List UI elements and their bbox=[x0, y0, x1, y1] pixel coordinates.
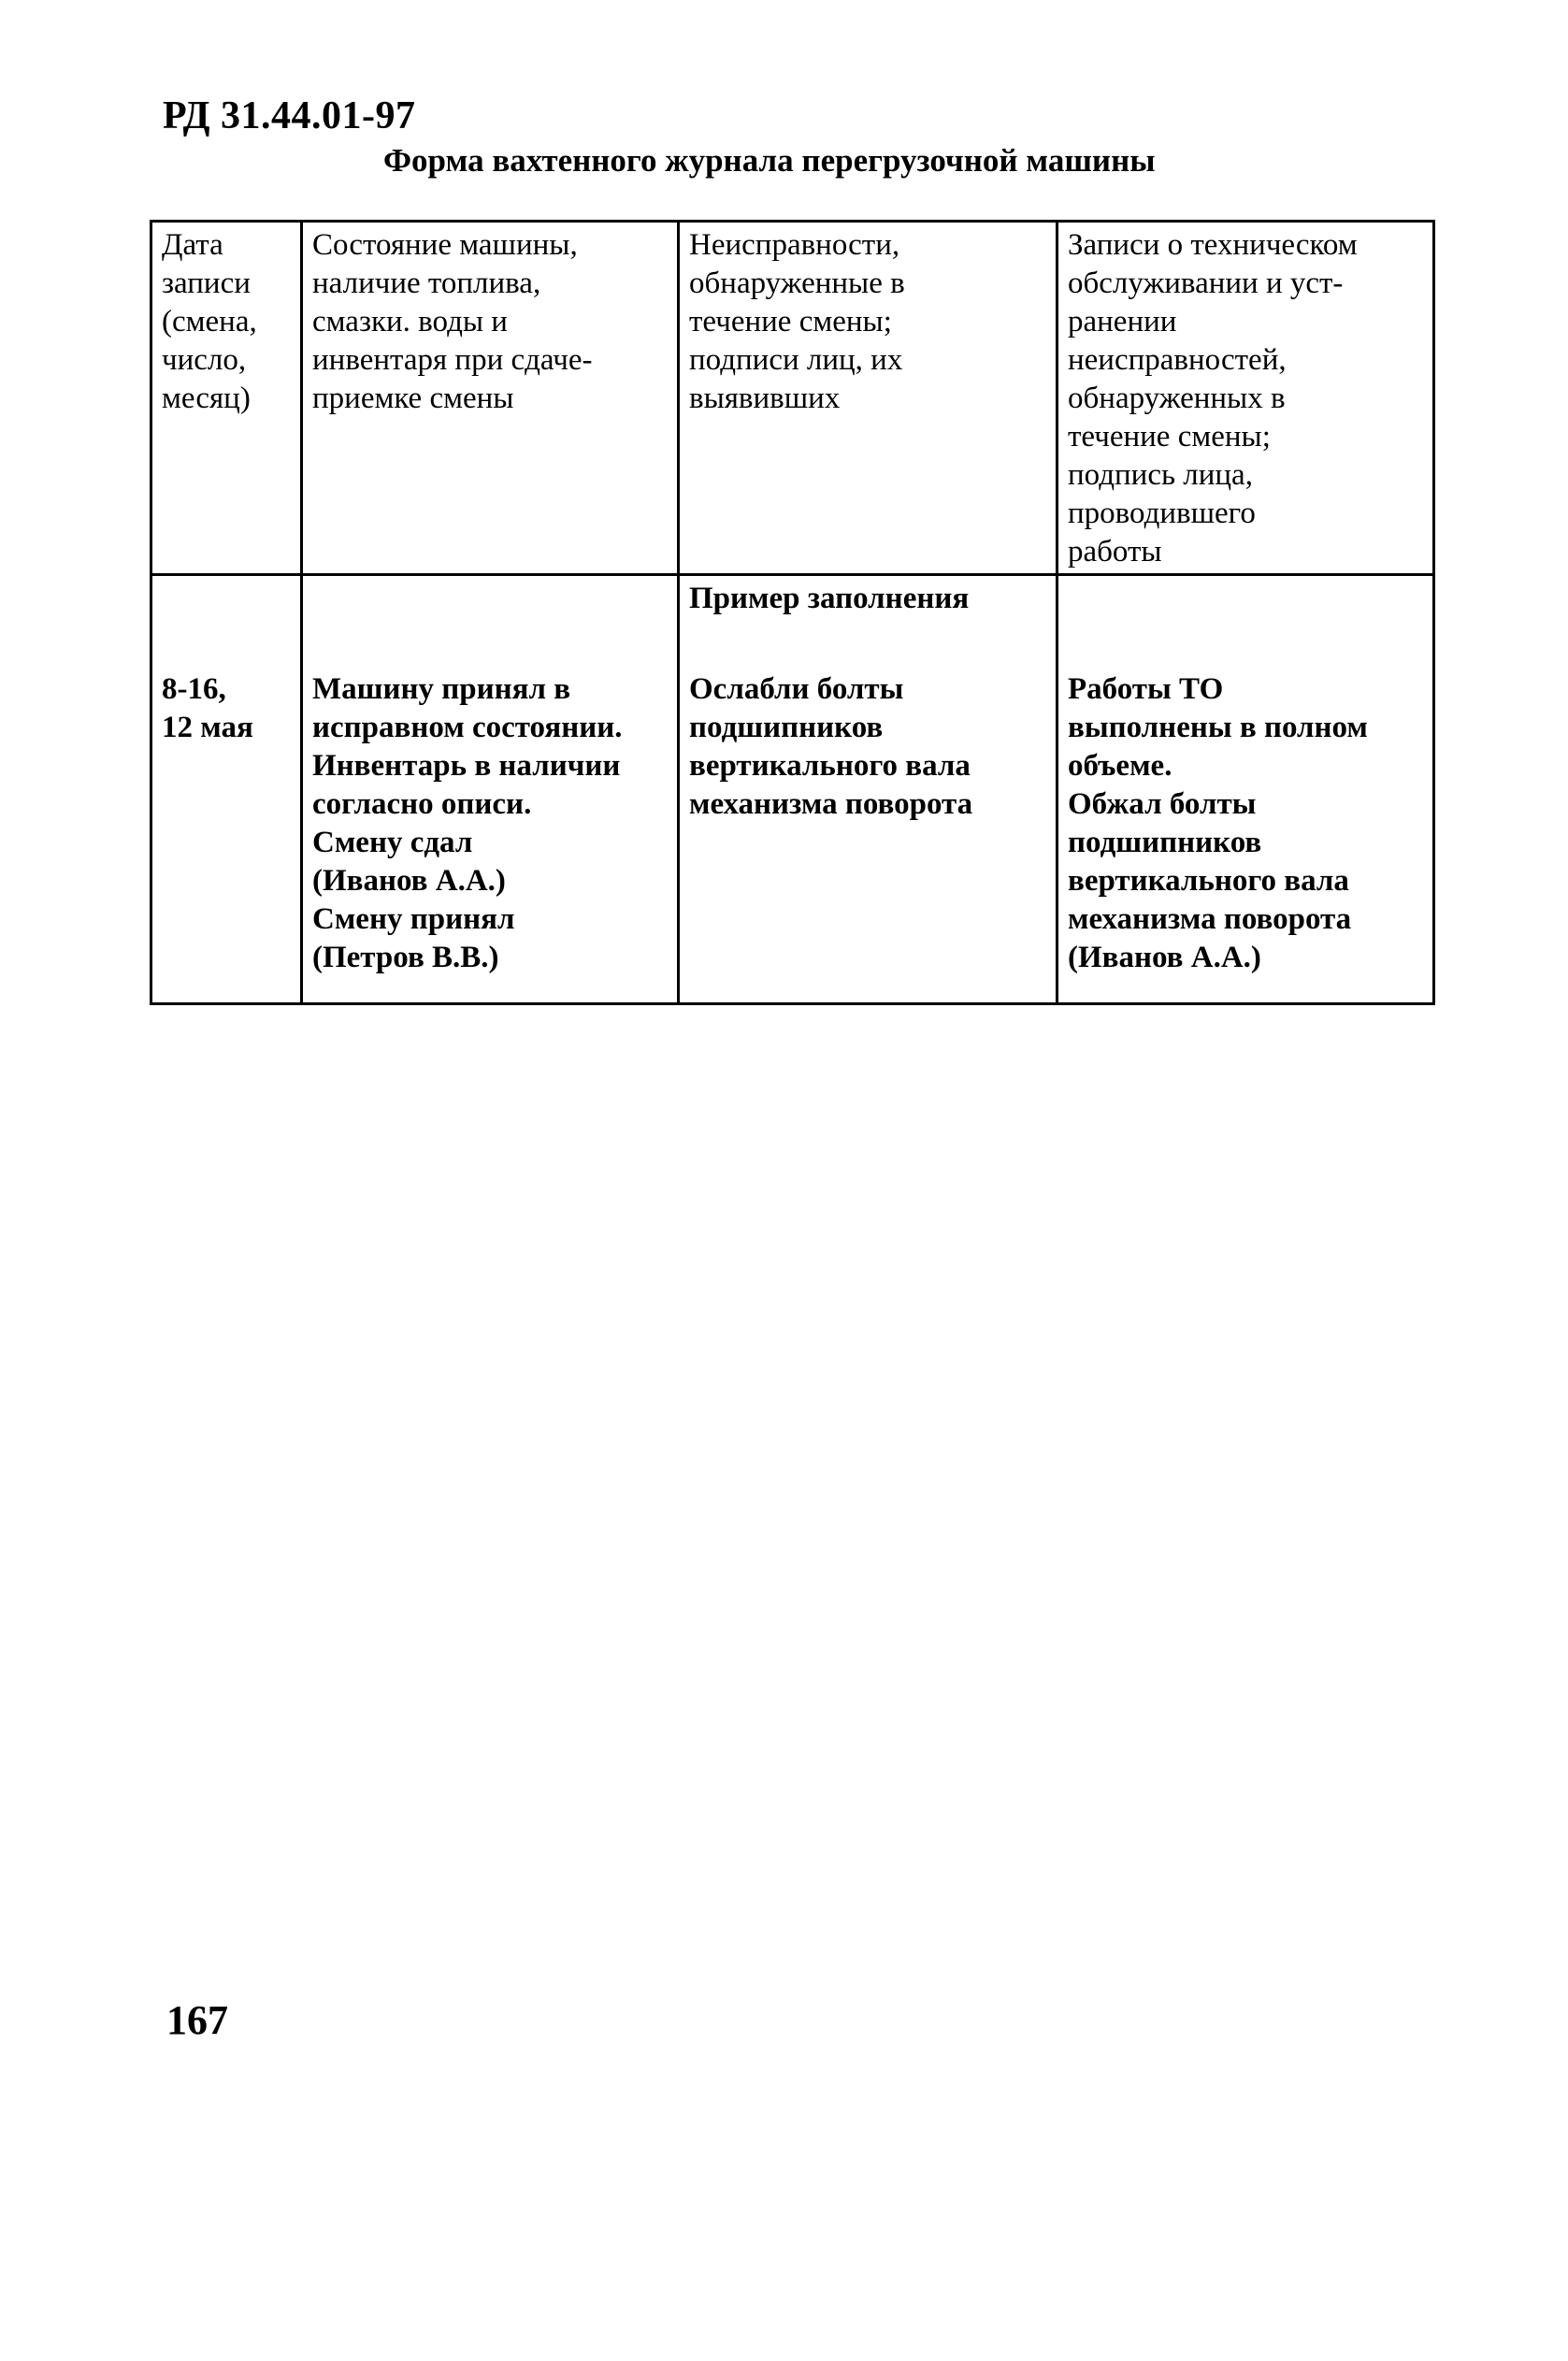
header-machine-state-text: Состояние машины, наличие топлива, смазки. воды и инвентаря при сдаче- приемке смены bbox=[312, 228, 593, 415]
cell-maintenance bbox=[1057, 575, 1434, 1004]
example-machine-state-text: Машину принял в исправном состоянии. Инвентарь в наличии согласно описи. Смену сдал (Иванов А.А.) Смену принял (Петров В.В.) bbox=[312, 672, 623, 974]
page-number: 167 bbox=[166, 1997, 228, 2043]
table-row bbox=[151, 575, 1434, 1004]
cell-date bbox=[151, 575, 302, 1004]
header-malfunctions-text: Неисправности, обнаруженные в течение смены; подписи лиц, их выявивших bbox=[689, 228, 905, 415]
document-code: РД 31.44.01-97 bbox=[163, 94, 416, 137]
header-cell-malfunctions bbox=[679, 222, 1057, 575]
document-title: Форма вахтенного журнала перегрузочной машины bbox=[383, 142, 1156, 179]
example-malfunctions-text: Ослабли болты подшипников вертикального вала механизма поворота bbox=[689, 672, 973, 821]
header-cell-date bbox=[151, 222, 302, 575]
header-date-text: Дата записи (смена, число, месяц) bbox=[162, 228, 257, 415]
header-cell-maintenance bbox=[1057, 222, 1434, 575]
header-maintenance-text: Записи о техническом обслуживании и уст- ранении неисправностей, обнаруженных в течение смены; подпись лица, проводившего работы bbox=[1068, 228, 1358, 569]
example-date-text: 8-16, 12 мая bbox=[162, 672, 253, 744]
cell-machine-state bbox=[302, 575, 679, 1004]
cell-malfunctions: Пример заполнения Ослабли болты подшипников вертикального вала механизма поворота bbox=[679, 575, 1057, 1004]
example-maintenance-text: Работы ТО выполнены в полном объеме. Обжал болты подшипников вертикального вала механизма поворота (Иванов А.А.) bbox=[1068, 672, 1368, 974]
logbook-form-table bbox=[150, 220, 1435, 1005]
table-header-row bbox=[151, 222, 1434, 575]
header-cell-machine-state bbox=[302, 222, 679, 575]
